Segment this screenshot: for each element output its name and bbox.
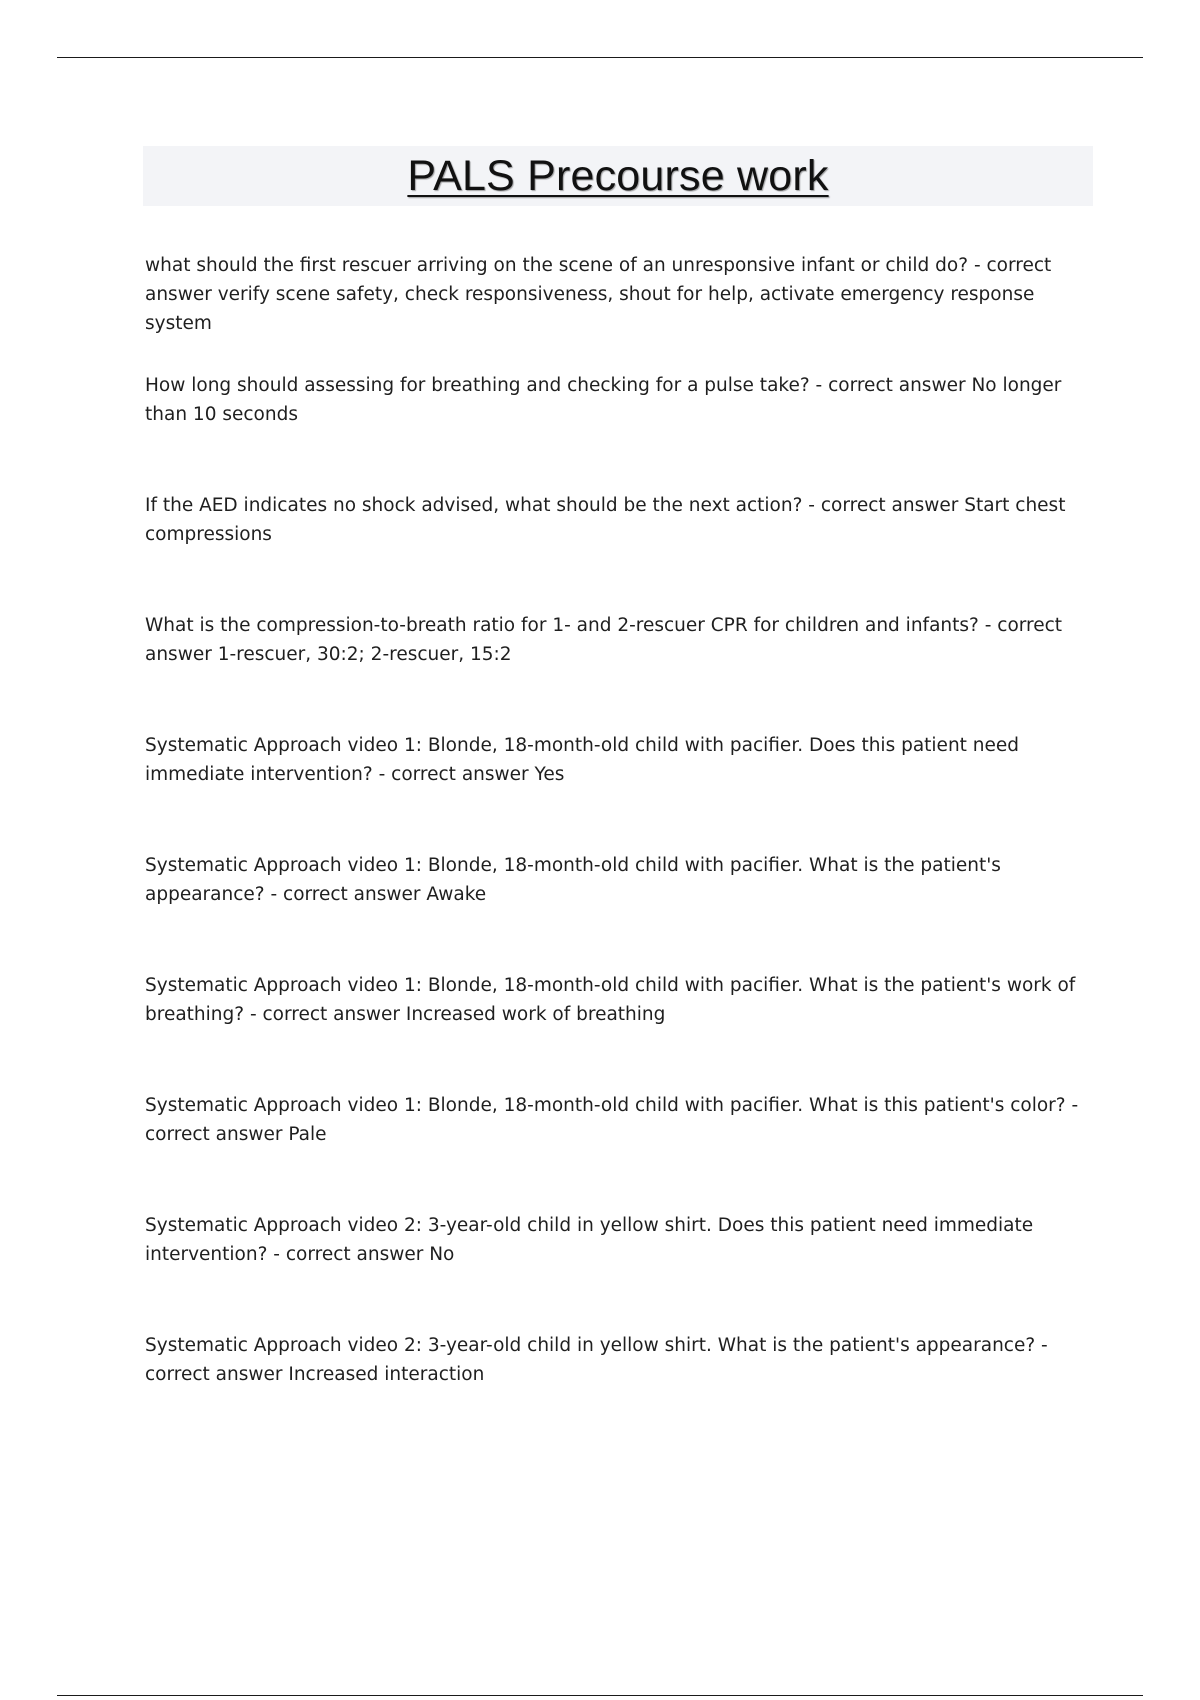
- qa-item: Systematic Approach video 1: Blonde, 18-month-old child with pacifier. What is the patient's work of breathing? - correct answer Increased work of breathing: [145, 975, 1076, 1025]
- qa-item: What is the compression-to-breath ratio for 1- and 2-rescuer CPR for children and infants? - correct answer 1-rescuer, 30:2; 2-rescuer, 15:2: [145, 615, 1063, 665]
- qa-item: Systematic Approach video 1: Blonde, 18-month-old child with pacifier. Does this patient need immediate intervention? - correct answer Yes: [145, 735, 1020, 785]
- top-divider: [57, 57, 1143, 58]
- page-title: PALS Precourse work: [407, 151, 829, 200]
- bottom-divider: [57, 1695, 1143, 1696]
- qa-item: If the AED indicates no shock advised, what should be the next action? - correct answer Start chest compressions: [145, 495, 1066, 545]
- qa-item: what should the first rescuer arriving on the scene of an unresponsive infant or child do? - correct answer verify scene safety, check responsiveness, shout for help, activate emergency response system: [145, 255, 1052, 334]
- qa-list: [145, 251, 1095, 1451]
- title-banner: [143, 146, 1093, 206]
- qa-item: Systematic Approach video 1: Blonde, 18-month-old child with pacifier. What is this patient's color? - correct answer Pale: [145, 1095, 1079, 1145]
- qa-item: Systematic Approach video 1: Blonde, 18-month-old child with pacifier. What is the patient's appearance? - correct answer Awake: [145, 855, 1001, 905]
- qa-item: Systematic Approach video 2: 3-year-old child in yellow shirt. Does this patient need immediate intervention? - correct answer No: [145, 1215, 1034, 1265]
- qa-item: How long should assessing for breathing and checking for a pulse take? - correct answer No longer than 10 seconds: [145, 375, 1062, 425]
- qa-item: Systematic Approach video 2: 3-year-old child in yellow shirt. What is the patient's appearance? - correct answer Increased interaction: [145, 1335, 1048, 1385]
